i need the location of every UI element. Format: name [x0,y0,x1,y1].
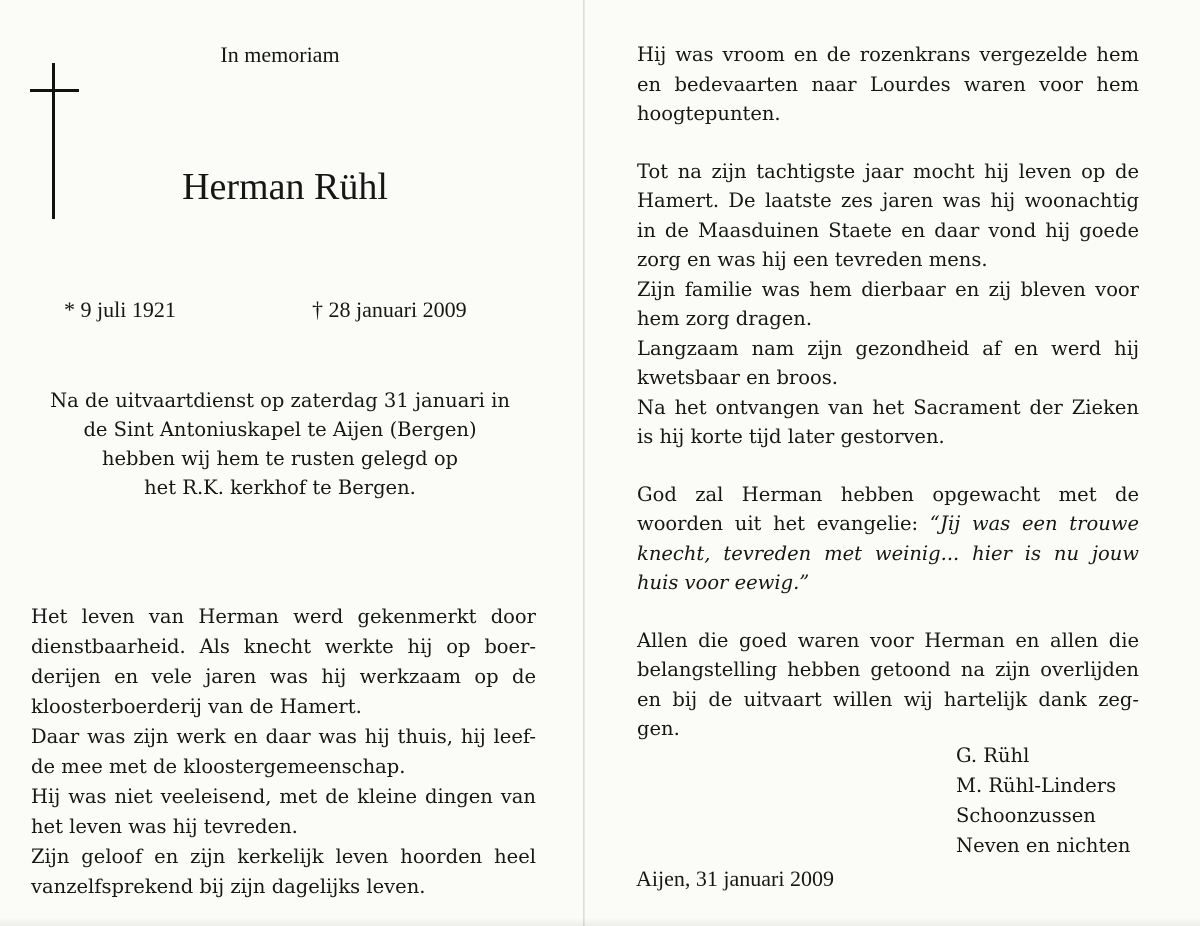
life-paragraph [31,602,536,902]
text-line: het leven was hij tevreden. [31,815,298,838]
funeral-line: het R.K. kerkhof te Bergen. [144,476,416,499]
gospel-quote: huis voor eewig.” [637,571,810,594]
signature-line: M. Rühl-Linders [956,774,1117,797]
text-line: Daar was zijn werk en daar was hij thuis, hij leef- [31,725,536,748]
text-line: Hij was vroom en de rozenkrans vergezelde hem [637,43,1139,66]
text-line: gen. [637,717,680,740]
death-date: † 28 januari 2009 [312,297,467,322]
card-fold [583,0,585,926]
signatures [956,741,1130,861]
deceased-name: Herman Rühl [182,166,388,208]
text-line: in de Maasduinen Staete en daar vond hij goede [637,218,1139,242]
funeral-line: hebben wij hem te rusten gelegd op [101,447,459,470]
text-fragment: woorden uit het evangelie: [637,512,930,535]
text-line: vanzelfsprekend bij zijn dagelijks leven. [31,875,426,898]
text-line: is hij korte tijd later gestorven. [637,425,945,448]
gospel-paragraph [637,480,1139,598]
paragraph-gap [637,452,1139,480]
text-line: Tot na zijn tachtigste jaar mocht hij leven op de [637,159,1139,183]
paragraph-gap [637,598,1139,626]
text-line: Het leven van Herman werd gekenmerkt door [31,605,536,628]
text-line: hem zorg dragen. [637,307,813,330]
gospel-quote: “Jij was een trouwe [929,512,1139,535]
text-line: Na het ontvangen van het Sacrament der Zieken [637,395,1139,419]
text-line: Allen die goed waren voor Herman en allen die [637,628,1139,652]
card-edge-shadow [0,918,1200,926]
in-memoriam-heading: In memoriam [220,42,340,67]
cross-vertical-bar [52,63,55,219]
text-line: Zijn geloof en zijn kerkelijk leven hoorden heel [31,845,536,868]
text-line: God zal Herman hebben opgewacht met de [637,482,1139,506]
birth-date: * 9 juli 1921 [64,297,176,322]
paragraph-gap [637,129,1139,157]
text-line: en bedevaarten naar Lourdes waren voor hem [637,72,1139,96]
text-line: de mee met de kloostergemeenschap. [31,755,406,778]
signature-line: G. Rühl [956,744,1030,767]
text-line: kwetsbaar en broos. [637,366,838,389]
text-line: kloosterboerderij van de Hamert. [31,695,362,718]
text-line: Zijn familie was hem dierbaar en zij bleven voor [637,277,1139,301]
funeral-line: de Sint Antoniuskapel te Aijen (Bergen) [83,418,477,441]
cross-horizontal-bar [30,89,79,92]
right-column [637,40,1139,744]
text-line: en bij de uitvaart willen wij hartelijk dank zeg- [637,687,1139,711]
text-line: derijen en vele jaren was hij werkzaam op de [31,665,536,688]
funeral-notice [30,386,530,502]
text-line: zorg en was hij een tevreden mens. [637,248,988,271]
text-line [637,509,1139,539]
thanks-paragraph [637,626,1139,744]
gospel-quote: knecht, tevreden met weinig... hier is nu jouw [637,541,1139,565]
faith-paragraph [637,40,1139,129]
text-line: Hij was niet veeleisend, met de kleine dingen van [31,785,536,808]
place-date: Aijen, 31 januari 2009 [636,866,834,891]
later-life-paragraph [637,157,1139,452]
text-line: belangstelling hebben getoond na zijn overlijden [637,658,1139,681]
text-line: dienstbaarheid. Als knecht werkte hij op boer- [31,635,536,658]
text-line: hoogtepunten. [637,102,781,125]
signature-line: Neven en nichten [956,834,1131,857]
text-line: Hamert. De laatste zes jaren was hij woonachtig [637,189,1139,212]
signature-line: Schoonzussen [956,804,1096,827]
funeral-line: Na de uitvaartdienst op zaterdag 31 januari in [50,389,510,412]
text-line: Langzaam nam zijn gezondheid af en werd hij [637,336,1139,360]
